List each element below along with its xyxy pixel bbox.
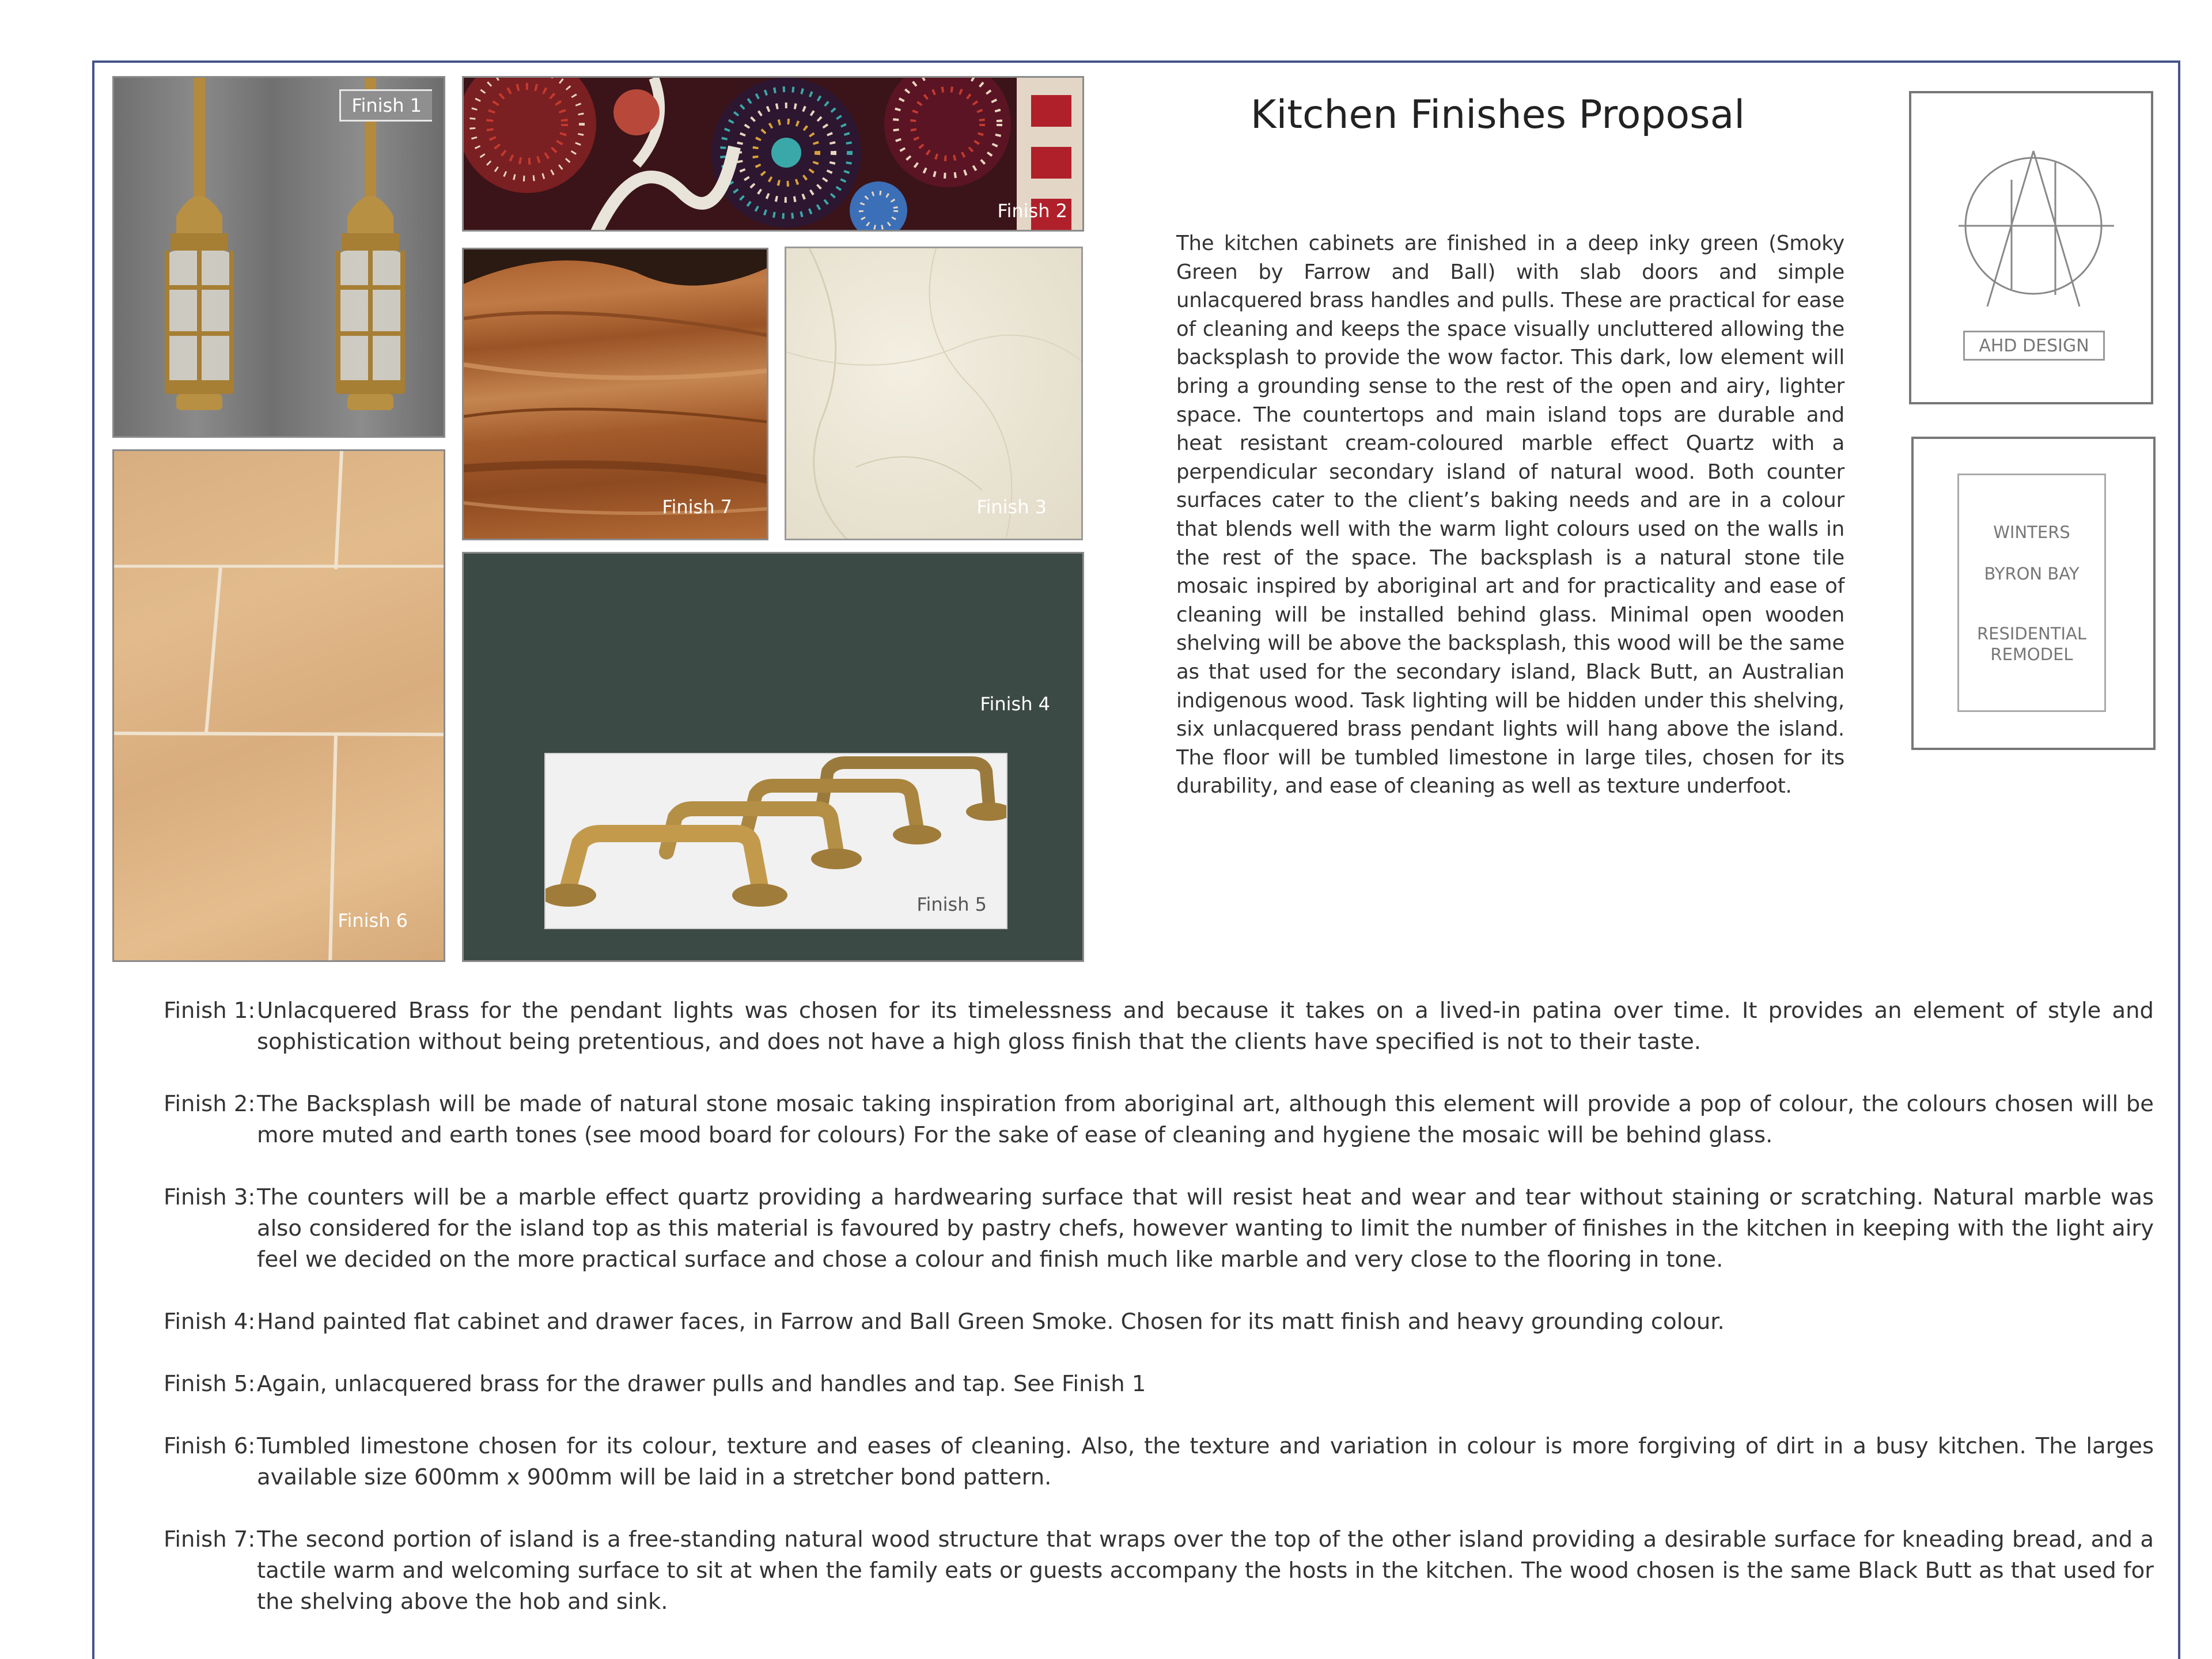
mosaic-pattern bbox=[464, 78, 1084, 232]
finish-note-4 bbox=[164, 1306, 2154, 1338]
logo-panel bbox=[1909, 91, 2153, 404]
pendant-light-left bbox=[147, 78, 251, 423]
finish-note-key: Finish 5: bbox=[164, 1371, 256, 1397]
finish-6-limestone-image bbox=[112, 449, 445, 962]
finish-notes bbox=[164, 995, 2154, 1649]
finish-6-label: Finish 6 bbox=[338, 910, 408, 931]
project-info-panel bbox=[1911, 437, 2156, 750]
finish-7-wood-image bbox=[462, 248, 768, 540]
finish-note-1 bbox=[164, 995, 2154, 1058]
finish-3-marble-image bbox=[785, 247, 1083, 540]
finish-2-label: Finish 2 bbox=[997, 200, 1067, 222]
finish-note-text: Tumbled limestone chosen for its colour, texture and eases of cleaning. Also, the texture and variation in colour is more forgiving of dirt in a busy kitchen. The larges available size 600mm x 900mm will be laid in a stretcher bond pattern. bbox=[257, 1433, 2154, 1490]
finish-note-text: The Backsplash will be made of natural stone mosaic taking inspiration from aboriginal art, although this element will provide a pop of colour, the colours chosen will be more muted and earth tones (see mood board for colours) For the sake of ease of cleaning and hygiene the mosaic will be behind glass. bbox=[257, 1091, 2154, 1148]
project-location: BYRON BAY bbox=[1984, 564, 2080, 584]
project-info-inner bbox=[1957, 474, 2106, 712]
finish-note-text: The second portion of island is a free-standing natural wood structure that wraps over the top of the other island providing a desirable surface for kneading bread, and a tactile warm and welcoming surface to sit at when the family eats or guests accompany the hosts in the kitchen. The wood chosen is the same Black Butt as that used for the shelving above the hob and sink. bbox=[257, 1527, 2154, 1615]
finish-note-7 bbox=[164, 1524, 2154, 1618]
finish-4-label: Finish 4 bbox=[980, 693, 1050, 715]
finish-3-label: Finish 3 bbox=[976, 496, 1047, 518]
finish-2-mosaic-image bbox=[462, 76, 1084, 232]
finish-note-5 bbox=[164, 1369, 2154, 1400]
finish-note-key: Finish 4: bbox=[164, 1309, 256, 1335]
finish-note-text: Again, unlacquered brass for the drawer pulls and handles and tap. See Finish 1 bbox=[257, 1371, 1146, 1397]
project-type-line-1: RESIDENTIAL bbox=[1976, 624, 2087, 643]
finish-note-key: Finish 6: bbox=[164, 1433, 256, 1459]
finish-note-key: Finish 3: bbox=[164, 1184, 256, 1210]
finish-note-6 bbox=[164, 1431, 2154, 1493]
finish-1-pendant-lights-image bbox=[112, 76, 445, 438]
client-name: WINTERS bbox=[1993, 522, 2070, 542]
finish-note-key: Finish 2: bbox=[164, 1091, 256, 1117]
finish-7-label: Finish 7 bbox=[662, 496, 732, 518]
ahd-monogram-icon bbox=[1947, 139, 2120, 329]
project-type-line-2: REMODEL bbox=[1990, 645, 2073, 664]
finish-1-label: Finish 1 bbox=[339, 89, 432, 122]
finish-5-label: Finish 5 bbox=[916, 893, 987, 915]
finish-note-key: Finish 7: bbox=[164, 1527, 256, 1552]
finish-5-brass-handles-image bbox=[544, 753, 1007, 929]
finish-note-text: Hand painted flat cabinet and drawer faces, in Farrow and Ball Green Smoke. Chosen for its matt finish and heavy grounding colour. bbox=[257, 1309, 1725, 1335]
finish-4-green-cabinet-swatch bbox=[462, 552, 1084, 962]
finish-note-text: The counters will be a marble effect quartz providing a hardwearing surface that will resist heat and wear and tear without staining or scratching. Natural marble was also considered for the island top as this material is favoured by pastry chefs, however wanting to limit the number of finishes in the kitchen in keeping with the light airy feel we decided on the more practical surface and chose a colour and finish much like marble and very close to the flooring in tone. bbox=[257, 1184, 2154, 1272]
limestone-joints bbox=[114, 451, 445, 962]
page-title: Kitchen Finishes Proposal bbox=[1250, 92, 1745, 138]
pendant-light-right bbox=[319, 78, 422, 423]
finish-note-3 bbox=[164, 1182, 2154, 1275]
finish-note-2 bbox=[164, 1089, 2154, 1151]
logo-text: AHD DESIGN bbox=[1963, 331, 2105, 361]
finish-note-text: Unlacquered Brass for the pendant lights was chosen for its timelessness and because it takes on a lived-in patina over time. It provides an element of style and sophistication without being pretentious, and does not have a high gloss finish that the clients have specified is not to their taste. bbox=[257, 998, 2154, 1055]
proposal-description: The kitchen cabinets are finished in a deep inky green (Smoky Green by Farrow and Ball) with slab doors and simple unlacquered brass handles and pulls. These are practical for ease of cleaning and keeps the space visually uncluttered allowing the backsplash to provide the wow factor. This dark, low element will bring a grounding sense to the rest of the open and airy, lighter space. The countertops and main island tops are durable and heat resistant cream-coloured marble effect Quartz with a perpendicular secondary island of natural wood. Both counter surfaces cater to the client’s baking needs and are in a colour that blends well with the warm light colours used on the walls in the rest of the space. The backsplash is a natural stone tile mosaic inspired by aboriginal art and for practicality and ease of cleaning will be installed behind glass. Minimal open wooden shelving will be above the backsplash, this wood will be the same as that used for the secondary island, Black Butt, an Australian indigenous wood. Task lighting will be hidden under this shelving, six unlacquered brass pendant lights will hang above the island. The floor will be tumbled limestone in large tiles, chosen for its durability, and ease of cleaning as well as texture underfoot. bbox=[1176, 232, 1844, 798]
finish-note-key: Finish 1: bbox=[164, 998, 256, 1024]
